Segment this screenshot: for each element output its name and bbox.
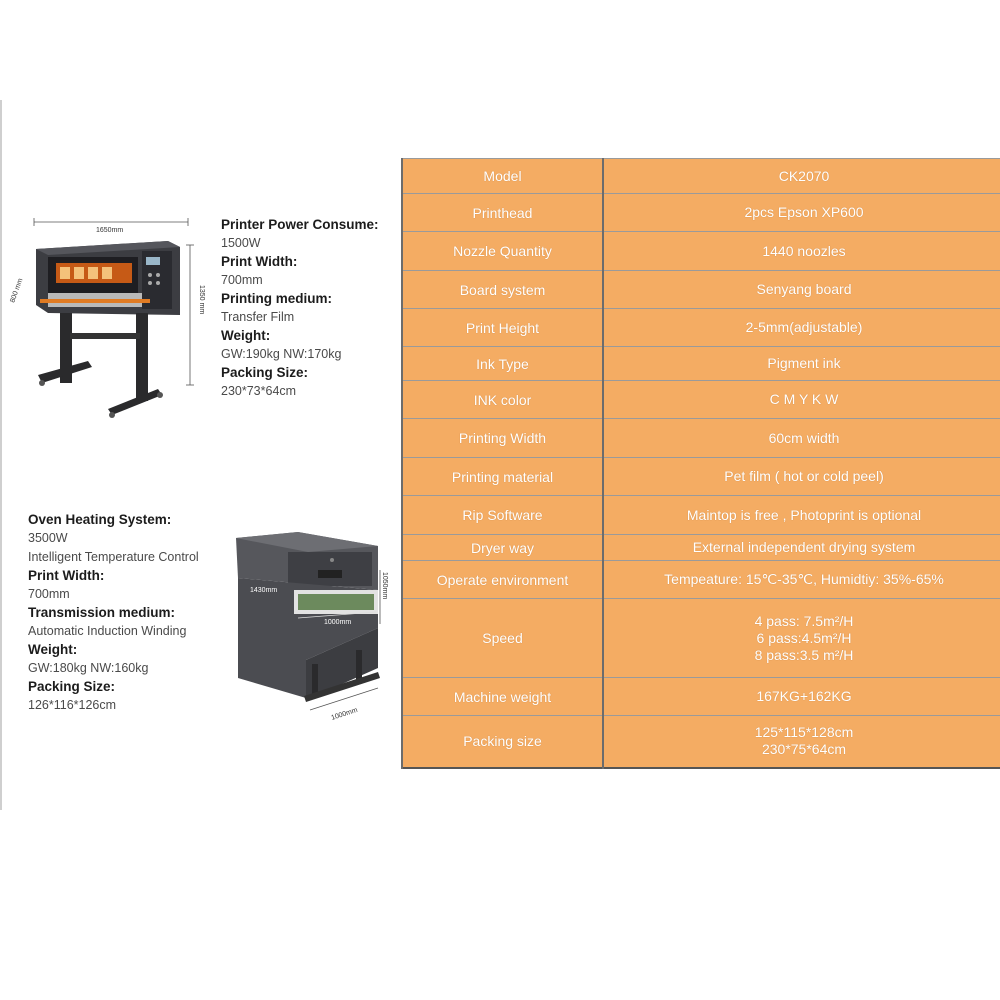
printer-height-dim: 1350 mm: [198, 285, 205, 315]
row-value-line: 8 pass:3.5 m²/H: [754, 646, 854, 663]
row-value-line: 167KG+162KG: [756, 688, 852, 704]
table-row: [402, 194, 1000, 232]
row-value-line: 2-5mm(adjustable): [745, 319, 863, 335]
spec-label: Print Width:: [221, 254, 298, 269]
left-border-line: [0, 100, 2, 810]
row-value: [603, 232, 1000, 271]
spec-label: Packing Size:: [221, 365, 309, 380]
spec-value: 700mm: [221, 273, 263, 287]
spec-label: Printing medium:: [221, 291, 332, 306]
printer-image: [8, 215, 208, 425]
row-value: [603, 159, 1000, 194]
row-value-line: 2pcs Epson XP600: [744, 204, 864, 220]
row-key: Nozzle Quantity: [402, 232, 603, 271]
row-key: INK color: [402, 381, 603, 419]
table-row: [402, 309, 1000, 347]
row-value: [603, 716, 1000, 768]
table-row: [402, 458, 1000, 496]
spec-value: GW:180kg NW:160kg: [28, 661, 149, 675]
spec-label: Print Width:: [28, 568, 105, 583]
table-row: [402, 381, 1000, 419]
spec-value: 1500W: [221, 236, 261, 250]
spec-value: GW:190kg NW:170kg: [221, 347, 342, 361]
row-value: [603, 458, 1000, 496]
row-key: Rip Software: [402, 496, 603, 535]
oven-length-dim: 1430mm: [250, 587, 278, 594]
row-key: Board system: [402, 271, 603, 309]
printer-specs: [221, 216, 379, 401]
row-value: [603, 419, 1000, 458]
row-key: Model: [402, 159, 603, 194]
spec-label: Weight:: [28, 642, 78, 657]
oven-specs: [28, 511, 199, 715]
table-row: [402, 419, 1000, 458]
row-value-line: Maintop is free , Photoprint is optional: [686, 506, 922, 523]
row-value-line: Senyang board: [756, 281, 852, 297]
spec-label: Printer Power Consume:: [221, 217, 379, 232]
spec-value: Transfer Film: [221, 310, 295, 324]
row-key: Packing size: [402, 716, 603, 768]
spec-value: 230*73*64cm: [221, 384, 297, 398]
spec-label: Transmission medium:: [28, 605, 176, 620]
row-value: [603, 271, 1000, 309]
row-value-line: Tempeature: 15℃-35℃, Humidtiy: 35%-65%: [664, 571, 944, 587]
row-key: Printing Width: [402, 419, 603, 458]
row-key: Printhead: [402, 194, 603, 232]
row-key: Print Height: [402, 309, 603, 347]
table-row: [402, 561, 1000, 599]
row-value-line: External independent drying system: [692, 539, 916, 555]
row-value: [603, 678, 1000, 716]
row-value: [603, 194, 1000, 232]
row-value: [603, 599, 1000, 678]
printer-width-dim: 1650mm: [96, 227, 124, 234]
row-key: Dryer way: [402, 535, 603, 561]
spec-label: Oven Heating System:: [28, 512, 172, 527]
table-row: [402, 347, 1000, 381]
row-value: [603, 347, 1000, 381]
table-row: [402, 716, 1000, 768]
row-value-line: Pigment ink: [767, 355, 841, 371]
row-value: [603, 309, 1000, 347]
row-value-line: 1440 noozles: [762, 242, 846, 259]
row-value: [603, 561, 1000, 599]
row-value-line: 4 pass: 7.5m²/H: [754, 612, 854, 629]
row-value-line: 60cm width: [768, 429, 840, 446]
row-key: Speed: [402, 599, 603, 678]
printer-depth-dim: 800 mm: [9, 277, 25, 304]
spec-value: Automatic Induction Winding: [28, 624, 187, 638]
row-key: Machine weight: [402, 678, 603, 716]
spec-table: [401, 158, 1000, 769]
spec-label: Packing Size:: [28, 679, 116, 694]
table-row: [402, 159, 1000, 194]
oven-image: [228, 528, 398, 728]
row-value: [603, 535, 1000, 561]
table-row: [402, 535, 1000, 561]
row-value-line: 125*115*128cm: [754, 724, 854, 741]
row-value-line: 6 pass:4.5m²/H: [756, 629, 852, 646]
spec-value: 126*116*126cm: [28, 698, 117, 712]
row-key: Operate environment: [402, 561, 603, 599]
row-value-line: CK2070: [778, 167, 830, 184]
row-value-line: Pet film ( hot or cold peel): [724, 468, 884, 484]
row-value-line: C M Y K W: [769, 391, 839, 407]
spec-value: Intelligent Temperature Control: [28, 550, 199, 564]
spec-value: 3500W: [28, 531, 68, 545]
oven-base-dim: 1000mm: [330, 706, 359, 722]
row-key: Printing material: [402, 458, 603, 496]
row-value: [603, 496, 1000, 535]
table-row: [402, 232, 1000, 271]
row-key: Ink Type: [402, 347, 603, 381]
oven-height-dim: 1050mm: [381, 572, 388, 600]
row-value: [603, 381, 1000, 419]
table-row: [402, 678, 1000, 716]
spec-label: Weight:: [221, 328, 271, 343]
table-row: [402, 599, 1000, 678]
row-value-line: 230*75*64cm: [761, 741, 847, 758]
oven-inner-dim: 1000mm: [324, 619, 352, 626]
spec-value: 700mm: [28, 587, 70, 601]
table-row: [402, 271, 1000, 309]
table-row: [402, 496, 1000, 535]
